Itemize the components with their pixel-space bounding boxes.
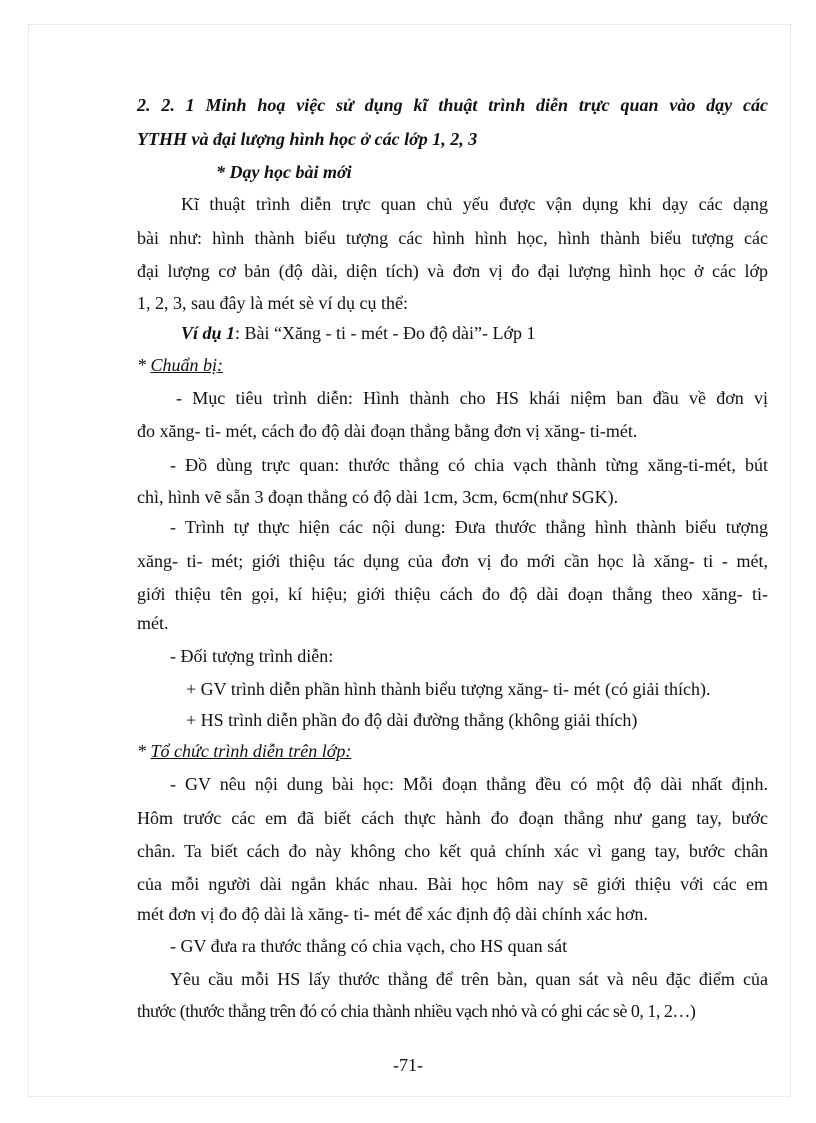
prep-heading [137,354,223,376]
paragraph-line: đại lượng cơ bản (độ dài, diện tích) và đơn vị đo đại lượng hình học ở các lớp [137,261,768,281]
org-item-line: Yêu cầu mỗi HS lấy thước thẳng để trên bàn, quan sát và nêu đặc điểm của [170,969,768,989]
prep-item-line: - Đồ dùng trực quan: thước thẳng có chia vạch thành từng xăng-ti-mét, bút [170,455,768,475]
prep-item-line: chì, hình vẽ sẵn 3 đoạn thẳng có độ dài 1cm, 3cm, 6cm(như SGK). [137,487,619,507]
section-heading-line-1: 2. 2. 1 Minh hoạ việc sử dụng kĩ thuật trình diễn trực quan vào dạy các [137,95,768,115]
page-border-top [28,24,790,25]
prep-item-line: - Đối tượng trình diễn: [170,646,334,666]
org-item-line: - GV nêu nội dung bài học: Mỗi đoạn thẳng đều có một độ dài nhất định. [170,774,768,794]
prep-item-line: mét. [137,613,169,633]
org-label: Tổ chức trình diễn trên lớp: [150,741,352,761]
prep-item-line: + HS trình diễn phần đo độ dài đường thẳng (không giải thích) [186,710,638,730]
page-border-right [790,24,791,1096]
org-item-line: Hôm trước các em đã biết cách thực hành đo đoạn thẳng như gang tay, bước [137,808,768,828]
section-heading-line-2: YTHH và đại lượng hình học ở các lớp 1, 2, 3 [137,129,478,149]
paragraph-line: bài như: hình thành biểu tượng các hình hình học, hình thành biểu tượng các [137,228,768,248]
page-border-bottom [28,1096,790,1097]
example-text: : Bài “Xăng - ti - mét - Đo độ dài”- Lớp 1 [235,323,536,343]
sub-heading: * Dạy học bài mới [216,162,352,182]
org-item-line: chân. Ta biết cách đo này không cho kết quả chính xác vì gang tay, bước chân [137,841,768,861]
prep-item-line: - Trình tự thực hiện các nội dung: Đưa thước thẳng hình thành biểu tượng [170,517,768,537]
example-label: Ví dụ 1 [181,323,236,343]
prep-label: Chuẩn bị: [150,355,224,375]
paragraph-line: Kĩ thuật trình diễn trực quan chủ yếu được vận dụng khi dạy các dạng [181,194,768,214]
org-item-line: của mỗi người dài ngắn khác nhau. Bài học hôm nay sẽ giới thiệu với các em [137,874,768,894]
paragraph-line: 1, 2, 3, sau đây là mét sè ví dụ cụ thể: [137,293,408,313]
org-heading [137,740,351,762]
org-star: * [137,741,151,761]
prep-item-line: giới thiệu tên gọi, kí hiệu; giới thiệu cách đo độ dài đoạn thẳng theo xăng- ti- [137,584,768,604]
prep-item-line: xăng- ti- mét; giới thiệu tác dụng của đơn vị đo mới cần học là xăng- ti - mét, [137,551,768,571]
prep-item-line: đo xăng- ti- mét, cách đo độ dài đoạn thẳng bằng đơn vị xăng- ti-mét. [137,421,638,441]
org-item-line: thước (thước thẳng trên đó có chia thành nhiều vạch nhỏ và có ghi các sè 0, 1, 2…) [137,1001,696,1021]
example-line [181,322,535,344]
prep-star: * [137,355,151,375]
page-border-left [28,24,29,1096]
prep-item-line: - Mục tiêu trình diễn: Hình thành cho HS khái niệm ban đầu về đơn vị [176,388,768,408]
page-number: -71- [393,1055,423,1075]
prep-item-line: + GV trình diễn phần hình thành biểu tượng xăng- ti- mét (có giải thích). [186,679,711,699]
org-item-line: - GV đưa ra thước thẳng có chia vạch, cho HS quan sát [170,936,568,956]
org-item-line: mét đơn vị đo độ dài là xăng- ti- mét để xác định độ dài chính xác hơn. [137,904,648,924]
